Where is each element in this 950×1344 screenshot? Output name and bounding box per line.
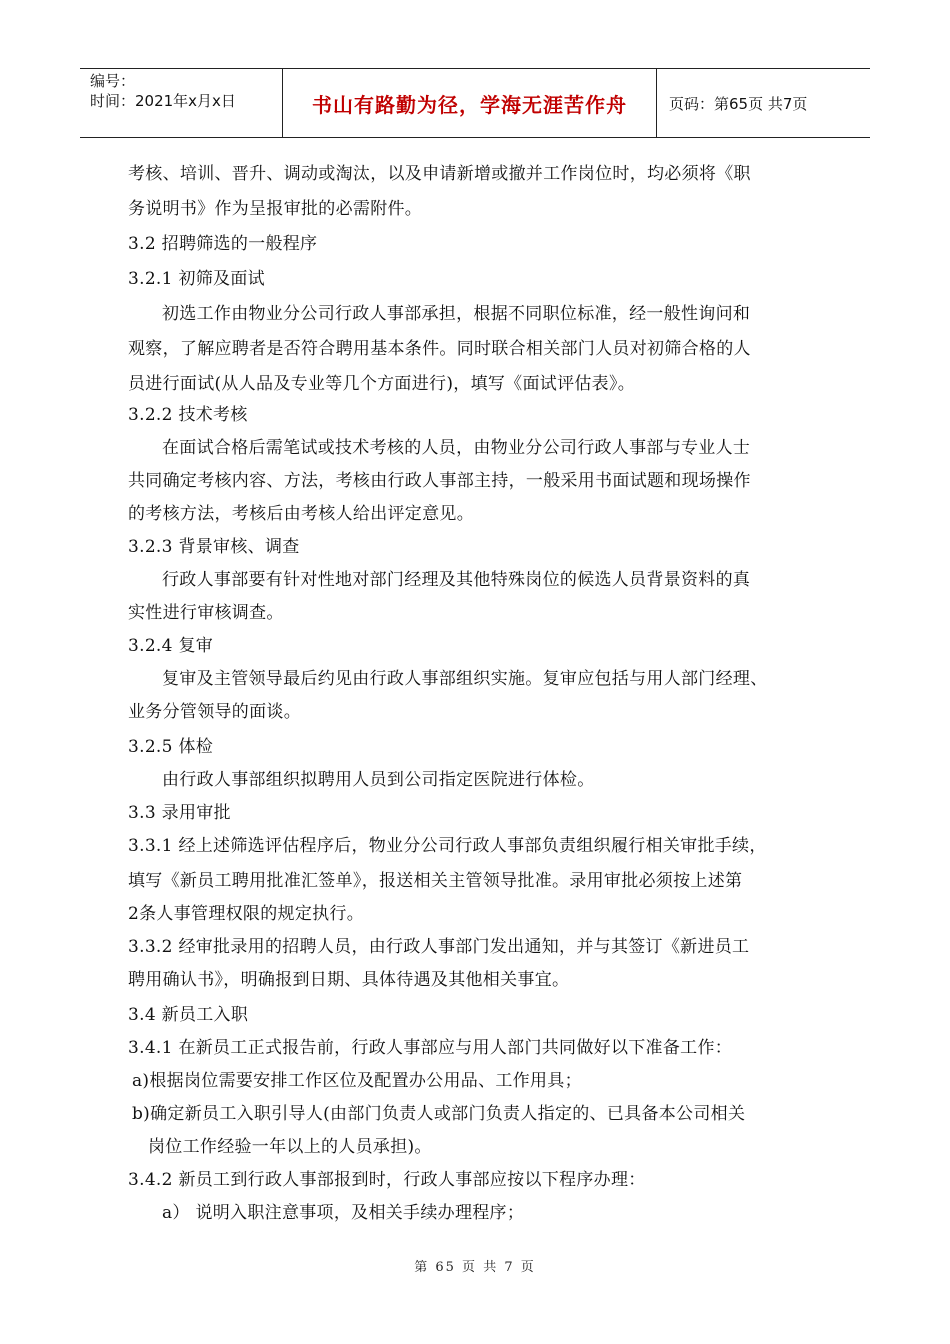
header-motto: 书山有路勤为径，学海无涯苦作舟: [312, 92, 627, 117]
body-line: 由行政人事部组织拟聘用人员到公司指定医院进行体检。: [162, 770, 595, 790]
time-label: 时间：2021年x月x日: [90, 92, 236, 110]
body-line: 聘用确认书》，明确报到日期、具体待遇及其他相关事宜。: [128, 970, 570, 990]
list-item: b)确定新员工入职引导人(由部门负责人或部门负责人指定的、已具备本公司相关: [132, 1104, 746, 1124]
header-motto-cell: [283, 69, 657, 137]
list-item: a)根据岗位需要安排工作区位及配置办公用品、工作用具；: [132, 1071, 582, 1091]
section-heading: 3.2.4 复审: [128, 636, 214, 656]
list-item-continuation: 岗位工作经验一年以上的人员承担)。: [148, 1137, 432, 1157]
section-heading: 3.2.3 背景审核、调查: [128, 537, 300, 557]
body-line: 2条人事管理权限的规定执行。: [128, 904, 365, 924]
body-line: 3.3.1 经上述筛选评估程序后，物业分公司行政人事部负责组织履行相关审批手续，: [128, 836, 767, 856]
section-heading: 3.3 录用审批: [128, 803, 231, 823]
document-header: [80, 68, 870, 138]
body-line: 员进行面试(从人品及专业等几个方面进行)，填写《面试评估表》。: [128, 374, 636, 394]
header-meta: [80, 69, 283, 137]
section-heading: 3.2.5 体检: [128, 737, 214, 757]
header-page-info: 页码：第65页 共7页: [669, 94, 808, 113]
body-line: 共同确定考核内容、方法，考核由行政人事部主持，一般采用书面试题和现场操作: [128, 471, 751, 491]
body-line: 行政人事部要有针对性地对部门经理及其他特殊岗位的候选人员背景资料的真: [162, 570, 751, 590]
body-line: 业务分管领导的面谈。: [128, 702, 301, 722]
body-line: 在面试合格后需笔试或技术考核的人员，由物业分公司行政人事部与专业人士: [162, 438, 751, 458]
list-item: a） 说明入职注意事项，及相关手续办理程序；: [162, 1203, 525, 1223]
body-line: 填写《新员工聘用批准汇签单》，报送相关主管领导批准。录用审批必须按上述第: [128, 871, 743, 891]
body-line: 务说明书》作为呈报审批的必需附件。: [128, 199, 423, 219]
body-line: 3.3.2 经审批录用的招聘人员，由行政人事部门发出通知，并与其签订《新进员工: [128, 937, 750, 957]
section-heading: 3.4 新员工入职: [128, 1005, 249, 1025]
body-line: 考核、培训、晋升、调动或淘汰，以及申请新增或撤并工作岗位时，均必须将《职: [128, 164, 751, 184]
body-line: 3.4.1 在新员工正式报告前，行政人事部应与用人部门共同做好以下准备工作：: [128, 1038, 733, 1058]
body-line: 观察，了解应聘者是否符合聘用基本条件。同时联合相关部门人员对初筛合格的人: [128, 339, 751, 359]
body-line: 的考核方法，考核后由考核人给出评定意见。: [128, 504, 474, 524]
page-footer: 第 65 页 共 7 页: [414, 1260, 536, 1275]
section-heading: 3.2.1 初筛及面试: [128, 269, 265, 289]
body-line: 初选工作由物业分公司行政人事部承担，根据不同职位标准，经一般性询问和: [162, 304, 751, 324]
body-line: 实性进行审核调查。: [128, 603, 284, 623]
body-line: 复审及主管领导最后约见由行政人事部组织实施。复审应包括与用人部门经理、: [162, 669, 768, 689]
body-line: 3.4.2 新员工到行政人事部报到时，行政人事部应按以下程序办理：: [128, 1170, 646, 1190]
section-heading: 3.2.2 技术考核: [128, 405, 248, 425]
number-label: 编号：: [90, 72, 136, 90]
section-heading: 3.2 招聘筛选的一般程序: [128, 234, 318, 254]
